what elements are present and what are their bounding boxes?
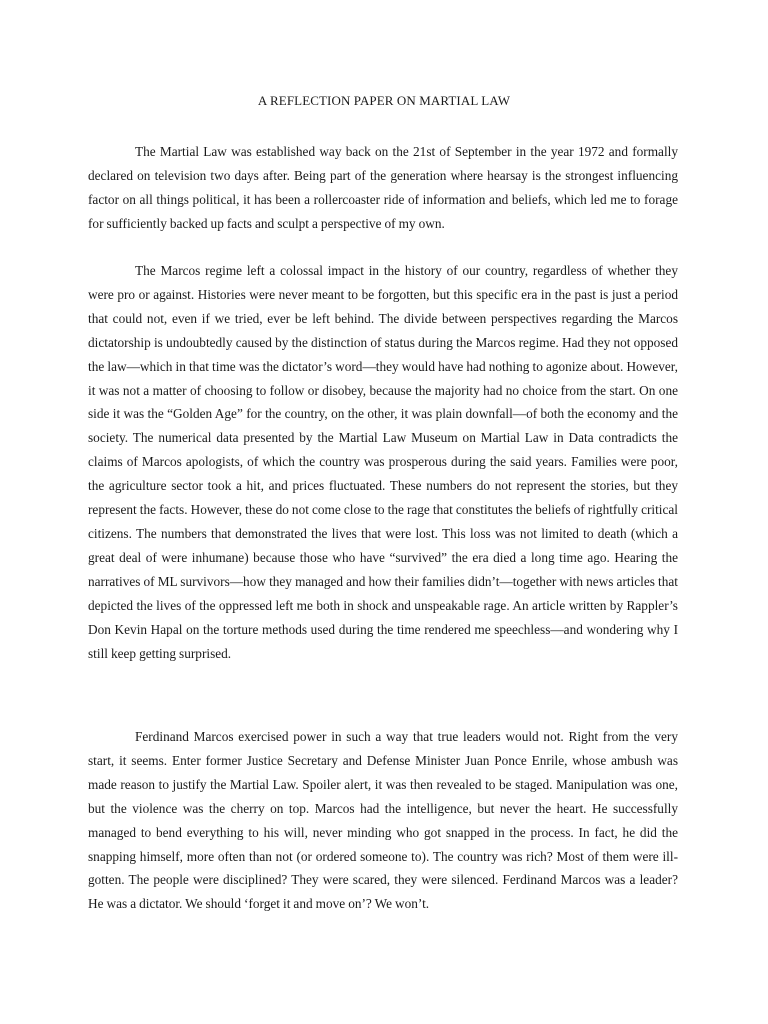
- paragraph-intro: The Martial Law was established way back on the 21st of September in the year 1972 and formally declared on television two days after. Being part of the generation where hearsay is the strongest influencing factor on all things political, it has been a rollercoaster ride of information and beliefs, which led me to forage for sufficiently backed up facts and sculpt a perspective of my own.: [88, 144, 678, 231]
- paragraph-ferdinand-marcos: Ferdinand Marcos exercised power in such a way that true leaders would not. Right from the very start, it seems. Enter former Justice Secretary and Defense Minister Juan Ponce Enrile, whose ambush was made reason to justify the Martial Law. Spoiler alert, it was then revealed to be staged. Manipulation was one, but the violence was the cherry on top. Marcos had the intelligence, but never the heart. He successfully managed to bend everything to his will, never minding who got snapped in the process. In fact, he did the snapping himself, more often than not (or ordered someone to). The country was rich? Most of them were ill-gotten. The people were disciplined? They were scared, they were silenced. Ferdinand Marcos was a leader? He was a dictator. We should ‘forget it and move on’? We won’t.: [88, 729, 678, 912]
- paragraph-marcos-regime: The Marcos regime left a colossal impact in the history of our country, regardless of whether they were pro or against. Histories were never meant to be forgotten, but this specific era in the past is just a period that could not, even if we tried, ever be left behind. The divide between perspectives regarding the Marcos dictatorship is undoubtedly caused by the distinction of status during the Marcos regime. Had they not opposed the law—which in that time was the dictator’s word—they would have had nothing to agonize about. However, it was not a matter of choosing to follow or disobey, because the majority had no choice from the start. On one side it was the “Golden Age” for the country, on the other, it was plain downfall—of both the economy and the society. The numerical data presented by the Martial Law Museum on Martial Law in Data contradicts the claims of Marcos apologists, of which the country was prosperous during the said years. Families were poor, the agriculture sector took a hit, and prices fluctuated. These numbers do not represent the stories, but they represent the facts. However, these do not come close to the rage that constitutes the beliefs of rightfully critical citizens. The numbers that demonstrated the lives that were lost. This loss was not limited to death (which a great deal of were inhumane) because those who have “survived” the era died a long time ago. Hearing the narratives of ML survivors—how they managed and how their families didn’t—together with news articles that depicted the lives of the oppressed left me both in shock and unspeakable rage. An article written by Rappler’s Don Kevin Hapal on the torture methods used during the time rendered me speechless—and wondering why I still keep getting surprised.: [88, 263, 678, 661]
- document-title: A REFLECTION PAPER ON MARTIAL LAW: [257, 93, 511, 108]
